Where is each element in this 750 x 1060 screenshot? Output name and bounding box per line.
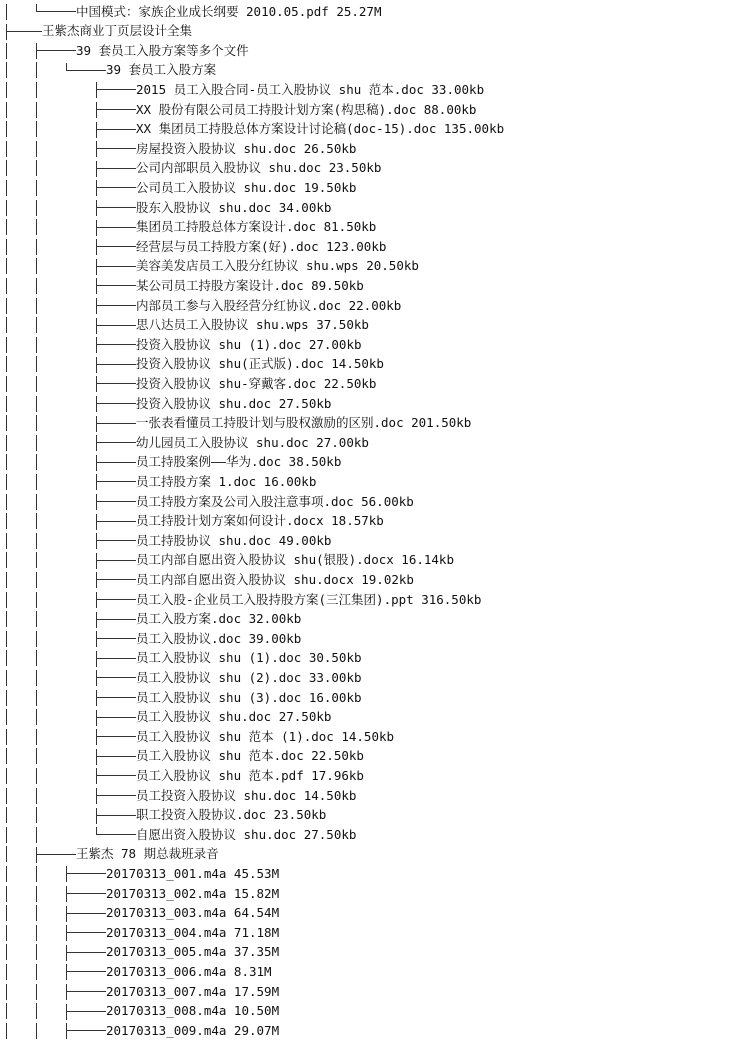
tree-branch-connector (6, 31, 42, 32)
tree-row (0, 354, 750, 374)
tree-branch-connector (96, 579, 136, 580)
file-name[interactable]: 员工入股协议 shu 范本.doc 22.50kb (136, 748, 364, 764)
tree-guide-line (36, 572, 37, 588)
tree-row (0, 1001, 750, 1021)
tree-guide-line (36, 258, 37, 274)
tree-guide-line (6, 1023, 7, 1039)
tree-row (0, 1021, 750, 1041)
tree-guide-line (6, 376, 7, 392)
tree-row (0, 296, 750, 316)
tree-guide-line (6, 337, 7, 353)
tree-guide-line (6, 866, 7, 882)
tree-guide-line (36, 690, 37, 706)
tree-row (0, 923, 750, 943)
tree-branch-connector (96, 815, 136, 816)
tree-row (0, 433, 750, 453)
tree-guide-line (36, 180, 37, 196)
file-name[interactable]: 股东入股协议 shu.doc 34.00kb (136, 199, 332, 215)
tree-guide-line (6, 454, 7, 470)
tree-row (0, 237, 750, 257)
tree-guide-line (6, 160, 7, 176)
tree-guide-line (6, 925, 7, 941)
tree-guide-line (6, 572, 7, 588)
tree-guide-line (36, 592, 37, 608)
tree-guide-line (36, 82, 37, 98)
tree-row (0, 942, 750, 962)
tree-guide-line (36, 925, 37, 941)
tree-guide-line (6, 592, 7, 608)
tree-row (0, 962, 750, 982)
tree-guide-line (6, 396, 7, 412)
tree-row (0, 668, 750, 688)
tree-guide-line (36, 337, 37, 353)
file-name[interactable]: XX 集团员工持股总体方案设计讨论稿(doc-15).doc 135.00kb (136, 121, 505, 137)
tree-branch-connector (66, 952, 106, 953)
tree-branch-connector (66, 932, 106, 933)
tree-branch-connector (96, 481, 136, 482)
tree-row (0, 766, 750, 786)
tree-row (0, 472, 750, 492)
tree-guide-line (6, 239, 7, 255)
file-name[interactable]: 员工入股协议.doc 39.00kb (136, 630, 302, 646)
tree-row (0, 825, 750, 845)
tree-branch-connector (66, 893, 106, 894)
file-name[interactable]: 2015 员工入股合同-员工入股协议 shu 范本.doc 33.00kb (136, 81, 485, 97)
file-name[interactable]: 员工持股协议 shu.doc 49.00kb (136, 532, 332, 548)
tree-row (0, 374, 750, 394)
file-name[interactable]: 员工入股协议 shu (1).doc 30.50kb (136, 650, 362, 666)
tree-guide-line (6, 513, 7, 529)
file-name[interactable]: 员工入股协议 shu.doc 27.50kb (136, 709, 332, 725)
tree-branch-connector (96, 756, 136, 757)
tree-row (0, 276, 750, 296)
tree-guide-line (36, 866, 37, 882)
tree-guide-line (36, 944, 37, 960)
tree-branch-connector (96, 619, 136, 620)
tree-branch-connector (96, 187, 136, 188)
tree-branch-connector (36, 11, 76, 12)
tree-guide-line (36, 1023, 37, 1039)
file-name[interactable]: 员工内部自愿出资入股协议 shu.docx 19.02kb (136, 571, 414, 587)
tree-guide-line (6, 964, 7, 980)
tree-guide-line (36, 886, 37, 902)
tree-guide-line (6, 690, 7, 706)
tree-row (0, 41, 750, 61)
tree-guide-line (36, 494, 37, 510)
file-name[interactable]: 中国模式：家族企业成长纲要 2010.05.pdf 25.27M (76, 3, 382, 19)
tree-row (0, 786, 750, 806)
tree-branch-connector (96, 795, 136, 796)
file-name[interactable]: 美容美发店员工入股分红协议 shu.wps 20.50kb (136, 258, 419, 274)
tree-guide-line (36, 513, 37, 529)
tree-branch-connector (96, 501, 136, 502)
tree-guide-line (6, 533, 7, 549)
tree-branch-connector (36, 854, 76, 855)
tree-branch-connector (96, 599, 136, 600)
file-name[interactable]: 员工持股计划方案如何设计.docx 18.57kb (136, 513, 384, 529)
tree-branch-connector (96, 89, 136, 90)
tree-row (0, 648, 750, 668)
tree-guide-line (36, 317, 37, 333)
tree-guide-line (6, 258, 7, 274)
tree-guide-line (36, 435, 37, 451)
tree-guide-line (36, 200, 37, 216)
tree-branch-connector (66, 70, 106, 71)
tree-guide-line (36, 611, 37, 627)
file-name[interactable]: XX 股份有限公司员工持股计划方案(构思稿).doc 88.00kb (136, 101, 477, 117)
file-name[interactable]: 员工持股方案及公司入股注意事项.doc 56.00kb (136, 493, 414, 509)
tree-row (0, 413, 750, 433)
tree-branch-connector (96, 246, 136, 247)
tree-guide-line (6, 729, 7, 745)
file-name[interactable]: 集团员工持股总体方案设计.doc 81.50kb (136, 219, 377, 235)
folder-name[interactable]: 王紫杰商业丁页层设计全集 (42, 23, 193, 39)
tree-branch-connector (96, 109, 136, 110)
file-name[interactable]: 员工持股方案 1.doc 16.00kb (136, 473, 317, 489)
tree-branch-connector (96, 305, 136, 306)
tree-row (0, 805, 750, 825)
folder-name[interactable]: 王紫杰 78 期总裁班录音 (76, 846, 219, 862)
tree-row (0, 746, 750, 766)
file-name[interactable]: 投资入股协议 shu(正式版).doc 14.50kb (136, 356, 384, 372)
tree-row (0, 21, 750, 41)
tree-branch-connector (66, 1030, 106, 1031)
file-name[interactable]: 员工入股-企业员工入股持股方案(三江集团).ppt 316.50kb (136, 591, 482, 607)
tree-branch-connector (66, 991, 106, 992)
tree-guide-line (36, 1003, 37, 1019)
tree-guide-line (36, 160, 37, 176)
tree-guide-line (36, 827, 37, 843)
tree-row (0, 2, 750, 22)
tree-branch-connector (96, 736, 136, 737)
tree-branch-connector (96, 383, 136, 384)
tree-branch-connector (96, 423, 136, 424)
file-name[interactable]: 员工投资入股协议 shu.doc 14.50kb (136, 787, 357, 803)
tree-row (0, 178, 750, 198)
tree-guide-line (36, 62, 37, 78)
tree-row (0, 511, 750, 531)
tree-guide-line (36, 298, 37, 314)
tree-branch-connector (96, 344, 136, 345)
tree-row (0, 707, 750, 727)
tree-branch-connector (96, 462, 136, 463)
tree-guide-line (36, 768, 37, 784)
tree-guide-line (6, 200, 7, 216)
tree-guide-line (36, 984, 37, 1000)
tree-branch-connector (96, 207, 136, 208)
tree-row (0, 452, 750, 472)
tree-row (0, 727, 750, 747)
tree-branch-connector (96, 834, 136, 835)
tree-guide-line (6, 807, 7, 823)
tree-guide-line (6, 984, 7, 1000)
tree-guide-line (36, 356, 37, 372)
tree-branch-connector (66, 873, 106, 874)
tree-guide-line (36, 219, 37, 235)
tree-guide-line (36, 376, 37, 392)
tree-guide-line (36, 474, 37, 490)
tree-branch-connector (96, 227, 136, 228)
tree-guide-line (6, 43, 7, 59)
tree-branch-connector (96, 168, 136, 169)
tree-guide-line (36, 239, 37, 255)
file-name[interactable]: 20170313_005.m4a 37.35M (106, 944, 280, 960)
tree-branch-connector (96, 148, 136, 149)
folder-name[interactable]: 39 套员工入股方案 (106, 62, 217, 78)
tree-row (0, 590, 750, 610)
tree-guide-line (6, 219, 7, 235)
tree-guide-line (36, 729, 37, 745)
file-name[interactable]: 员工入股协议 shu 范本.pdf 17.96kb (136, 767, 364, 783)
tree-guide-line (6, 62, 7, 78)
file-name[interactable]: 投资入股协议 shu-穿戴客.doc 22.50kb (136, 375, 377, 391)
tree-branch-connector (66, 913, 106, 914)
tree-guide-line (6, 748, 7, 764)
tree-guide-line (36, 807, 37, 823)
tree-guide-line (6, 180, 7, 196)
file-name[interactable]: 职工投资入股协议.doc 23.50kb (136, 807, 327, 823)
file-name[interactable]: 20170313_004.m4a 71.18M (106, 924, 280, 940)
file-name[interactable]: 某公司员工持股方案设计.doc 89.50kb (136, 277, 364, 293)
tree-guide-line (6, 611, 7, 627)
file-name[interactable]: 员工入股协议 shu 范本 (1).doc 14.50kb (136, 728, 395, 744)
tree-row (0, 884, 750, 904)
file-name[interactable]: 经营层与员工持股方案(好).doc 123.00kb (136, 238, 387, 254)
tree-guide-line (6, 905, 7, 921)
tree-guide-line (36, 631, 37, 647)
tree-guide-line (6, 631, 7, 647)
tree-guide-line (6, 494, 7, 510)
tree-branch-connector (96, 540, 136, 541)
file-name[interactable]: 自愿出资入股协议 shu.doc 27.50kb (136, 826, 357, 842)
tree-guide-line (6, 788, 7, 804)
tree-guide-line (36, 748, 37, 764)
tree-guide-line (36, 533, 37, 549)
tree-row (0, 550, 750, 570)
tree-guide-line (36, 964, 37, 980)
tree-row (0, 903, 750, 923)
tree-row (0, 119, 750, 139)
tree-guide-line (36, 788, 37, 804)
tree-branch-connector (66, 1011, 106, 1012)
tree-guide-line (6, 356, 7, 372)
tree-branch-connector (96, 442, 136, 443)
tree-guide-line (6, 1003, 7, 1019)
tree-guide-line (6, 82, 7, 98)
tree-row (0, 982, 750, 1002)
tree-row (0, 315, 750, 335)
tree-guide-line (36, 121, 37, 137)
tree-row (0, 688, 750, 708)
tree-guide-line (6, 944, 7, 960)
tree-guide-line (6, 670, 7, 686)
file-name[interactable]: 员工入股协议 shu (2).doc 33.00kb (136, 669, 362, 685)
tree-guide-line (36, 415, 37, 431)
file-name[interactable]: 20170313_002.m4a 15.82M (106, 885, 280, 901)
tree-branch-connector (96, 638, 136, 639)
tree-row (0, 100, 750, 120)
file-name[interactable]: 公司员工入股协议 shu.doc 19.50kb (136, 179, 357, 195)
file-name[interactable]: 20170313_008.m4a 10.50M (106, 1003, 280, 1019)
tree-branch-connector (96, 697, 136, 698)
tree-guide-line (6, 650, 7, 666)
file-name[interactable]: 员工入股协议 shu (3).doc 16.00kb (136, 689, 362, 705)
file-name[interactable]: 20170313_006.m4a 8.31M (106, 963, 272, 979)
tree-row (0, 217, 750, 237)
tree-guide-line (6, 141, 7, 157)
tree-branch-connector (96, 521, 136, 522)
tree-branch-connector (96, 677, 136, 678)
file-name[interactable]: 房屋投资入股协议 shu.doc 26.50kb (136, 140, 357, 156)
tree-branch-connector (96, 285, 136, 286)
tree-guide-line (6, 827, 7, 843)
file-name[interactable]: 思八达员工入股协议 shu.wps 37.50kb (136, 317, 369, 333)
tree-guide-line (6, 768, 7, 784)
tree-row (0, 139, 750, 159)
tree-branch-connector (96, 325, 136, 326)
tree-guide-line (6, 121, 7, 137)
file-name[interactable]: 一张表看懂员工持股计划与股权激励的区别.doc 201.50kb (136, 415, 472, 431)
tree-branch-connector (96, 560, 136, 561)
file-name[interactable]: 20170313_001.m4a 45.53M (106, 865, 280, 881)
tree-branch-connector (36, 50, 76, 51)
tree-branch-connector (96, 717, 136, 718)
file-name[interactable]: 内部员工参与入股经营分红协议.doc 22.00kb (136, 297, 402, 313)
tree-branch-connector (96, 658, 136, 659)
file-name[interactable]: 公司内部职员入股协议 shu.doc 23.50kb (136, 160, 382, 176)
file-name[interactable]: 20170313_009.m4a 29.07M (106, 1022, 280, 1038)
tree-guide-line (6, 278, 7, 294)
tree-guide-line (6, 886, 7, 902)
tree-guide-line (36, 709, 37, 725)
file-name[interactable]: 幼儿园员工入股协议 shu.doc 27.00kb (136, 434, 369, 450)
file-name[interactable]: 20170313_003.m4a 64.54M (106, 905, 280, 921)
tree-guide-line (36, 905, 37, 921)
tree-row (0, 60, 750, 80)
tree-row (0, 394, 750, 414)
tree-guide-line (6, 474, 7, 490)
tree-guide-line (6, 435, 7, 451)
tree-guide-line (6, 552, 7, 568)
tree-row (0, 80, 750, 100)
file-name[interactable]: 员工持股案例——华为.doc 38.50kb (136, 454, 342, 470)
tree-guide-line (36, 102, 37, 118)
tree-guide-line (36, 141, 37, 157)
tree-guide-line (36, 670, 37, 686)
tree-row (0, 864, 750, 884)
tree-row (0, 609, 750, 629)
file-name[interactable]: 员工入股方案.doc 32.00kb (136, 611, 302, 627)
tree-branch-connector (96, 403, 136, 404)
tree-row (0, 198, 750, 218)
tree-branch-connector (96, 266, 136, 267)
file-name[interactable]: 20170313_007.m4a 17.59M (106, 983, 280, 999)
tree-row (0, 335, 750, 355)
tree-row (0, 531, 750, 551)
tree-guide-line (6, 709, 7, 725)
tree-row (0, 492, 750, 512)
tree-guide-line (36, 552, 37, 568)
tree-guide-line (6, 317, 7, 333)
file-name[interactable]: 投资入股协议 shu.doc 27.50kb (136, 395, 332, 411)
tree-guide-line (36, 396, 37, 412)
tree-guide-line (6, 102, 7, 118)
tree-guide-line (6, 415, 7, 431)
tree-guide-line (6, 846, 7, 862)
file-name[interactable]: 员工内部自愿出资入股协议 shu(银股).docx 16.14kb (136, 552, 454, 568)
tree-guide-line (36, 454, 37, 470)
file-name[interactable]: 投资入股协议 shu (1).doc 27.00kb (136, 336, 362, 352)
tree-guide-line (6, 4, 7, 20)
tree-row (0, 844, 750, 864)
tree-row (0, 570, 750, 590)
folder-name[interactable]: 39 套员工入股方案等多个文件 (76, 42, 249, 58)
tree-row (0, 629, 750, 649)
tree-branch-connector (96, 775, 136, 776)
tree-row (0, 256, 750, 276)
tree-row (0, 158, 750, 178)
tree-branch-connector (66, 971, 106, 972)
tree-branch-connector (96, 364, 136, 365)
tree-branch-connector (96, 129, 136, 130)
tree-guide-line (36, 278, 37, 294)
tree-guide-line (36, 650, 37, 666)
tree-guide-line (6, 298, 7, 314)
